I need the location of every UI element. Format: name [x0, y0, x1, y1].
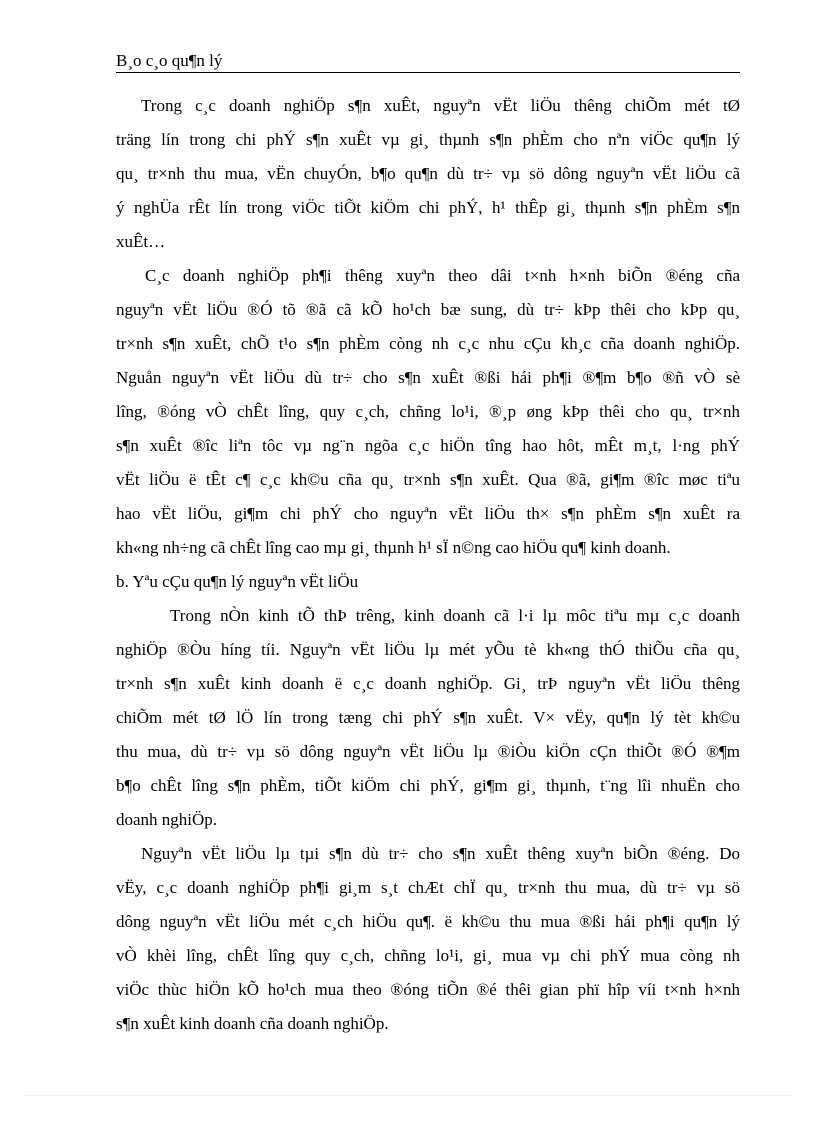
paragraph: [116, 599, 740, 837]
text-line: vËy, c¸c doanh nghiÖp ph¶i gi¸m s¸t chÆt chÏ qu¸ tr×nh thu mua, dù tr÷ vµ sö: [116, 878, 740, 897]
paragraph: [116, 837, 740, 1041]
text-line: Nguyªn vËt liÖu lµ tµi s¶n dù tr÷ cho s¶n xuÊt thêng xuyªn biÕn ®éng. Do: [141, 844, 740, 863]
text-line: träng lín trong chi phÝ s¶n xuÊt vµ gi¸ thµnh s¶n phÈm cho nªn viÖc qu¶n lý: [116, 130, 740, 149]
text-line: nguyªn vËt liÖu ®Ó tõ ®ã cã kÕ ho¹ch bæ sung, dù tr÷ kÞp thêi cho kÞp qu¸: [116, 300, 740, 319]
header-title: B¸o c¸o qu¶n lý: [116, 51, 223, 70]
text-line: dông nguyªn vËt liÖu mét c¸ch hiÖu qu¶. ë kh©u thu mua ®ßi hái ph¶i qu¶n lý: [116, 912, 740, 931]
document-body: [116, 89, 740, 1041]
text-line: xuÊt…: [116, 232, 166, 251]
text-line: doanh nghiÖp.: [116, 810, 218, 829]
text-line: b¶o chÊt lîng s¶n phÈm, tiÕt kiÖm chi phÝ, gi¶m gi¸ thµnh, t¨ng lîi nhuËn cho: [116, 776, 740, 795]
text-line: Trong c¸c doanh nghiÖp s¶n xuÊt, nguyªn vËt liÖu thêng chiÕm mét tØ: [141, 96, 740, 115]
paragraph: [116, 89, 740, 259]
text-line: C¸c doanh nghiÖp ph¶i thêng xuyªn theo dâi t×nh h×nh biÕn ®éng cña: [145, 266, 740, 285]
paragraph: [116, 259, 740, 565]
text-line: lîng, ®óng vÒ chÊt lîng, quy c¸ch, chñng lo¹i, ®¸p øng kÞp thêi cho qu¸ tr×nh: [116, 402, 740, 421]
text-line: hao vËt liÖu, gi¶m chi phÝ cho nguyªn vËt liÖu th× s¶n phÈm s¶n xuÊt ra: [116, 504, 740, 523]
text-line: nghiÖp ®Òu híng tíi. Nguyªn vËt liÖu lµ mét yÕu tè kh«ng thÓ thiÕu cña qu¸: [116, 640, 740, 659]
text-line: tr×nh s¶n xuÊt, chÕ t¹o s¶n phÈm còng nh c¸c nhu cÇu kh¸c cña doanh nghiÖp.: [116, 334, 740, 353]
text-line: s¶n xuÊt ®îc liªn tôc vµ ng¨n ngõa c¸c hiÖn tîng hao hôt, mÊt m¸t, l·ng phÝ: [116, 436, 740, 455]
text-line: chiÕm mét tØ lÖ lín trong tæng chi phÝ s¶n xuÊt. V× vËy, qu¶n lý tèt kh©u: [116, 708, 740, 727]
text-line: viÖc thùc hiÖn kÕ ho¹ch mua theo ®óng tiÕn ®é thêi gian phï hîp víi t×nh h×nh: [116, 980, 740, 999]
text-line: thu mua, dù tr÷ vµ sö dông nguyªn vËt liÖu lµ ®iÒu kiÖn cÇn thiÕt ®Ó ®¶m: [116, 742, 740, 761]
text-line: tr×nh s¶n xuÊt kinh doanh ë c¸c doanh nghiÖp. Gi¸ trÞ nguyªn vËt liÖu thêng: [116, 674, 740, 693]
paragraph: [116, 565, 740, 599]
text-line: ý nghÜa rÊt lín trong viÖc tiÕt kiÖm chi phÝ, h¹ thÊp gi¸ thµnh s¶n phÈm s¶n: [116, 198, 740, 217]
text-line: vÒ khèi lîng, chÊt lîng quy c¸ch, chñng lo¹i, gi¸ mua vµ chi phÝ mua còng nh: [116, 946, 740, 965]
text-line: Nguån nguyªn vËt liÖu dù tr÷ cho s¶n xuÊt ®ßi hái ph¶i ®¶m b¶o ®ñ vÒ sè: [116, 368, 740, 387]
text-line: s¶n xuÊt kinh doanh cña doanh nghiÖp.: [116, 1014, 389, 1033]
text-line: kh«ng nh÷ng cã chÊt lîng cao mµ gi¸ thµnh h¹ sÏ n©ng cao hiÖu qu¶ kinh doanh.: [116, 538, 671, 557]
text-line: qu¸ tr×nh thu mua, vËn chuyÓn, b¶o qu¶n dù tr÷ vµ sö dông nguyªn vËt liÖu cã: [116, 164, 740, 183]
text-line: Trong nÒn kinh tÕ thÞ trêng, kinh doanh cã l·i lµ môc tiªu mµ c¸c doanh: [170, 606, 740, 625]
text-line: vËt liÖu ë tÊt c¶ c¸c kh©u cña qu¸ tr×nh s¶n xuÊt. Qua ®ã, gi¶m ®îc møc tiªu: [116, 470, 740, 489]
page-bottom-rule: [25, 1095, 791, 1096]
text-line: b. Yªu cÇu qu¶n lý nguyªn vËt liÖu: [116, 572, 359, 591]
page-header: [116, 50, 740, 73]
